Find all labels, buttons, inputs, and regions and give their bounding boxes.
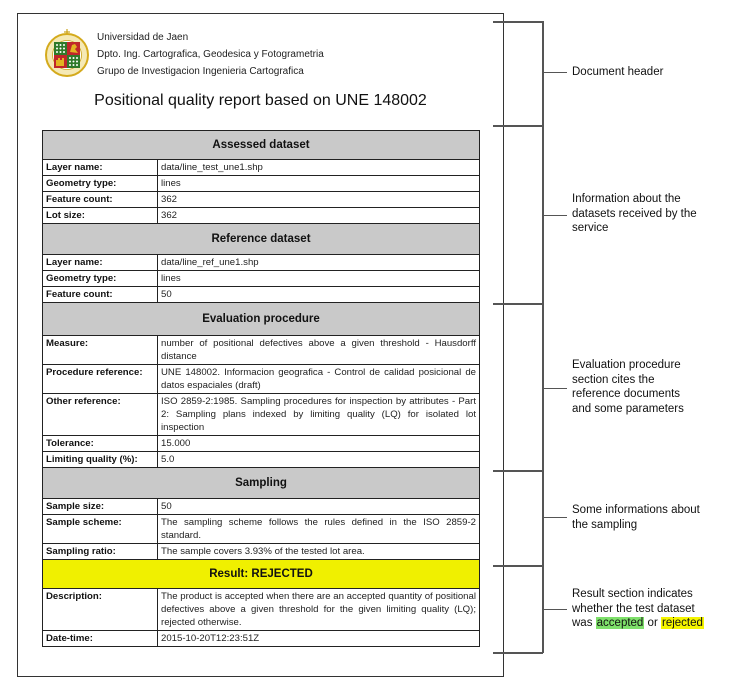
annotation-document-header: Document header bbox=[572, 66, 664, 78]
bracket-divider bbox=[493, 125, 543, 127]
table-row bbox=[43, 176, 480, 192]
row-label: Sample scheme: bbox=[43, 515, 158, 544]
row-value: 50 bbox=[158, 499, 480, 515]
row-value: 5.0 bbox=[158, 452, 480, 468]
row-label: Geometry type: bbox=[43, 176, 158, 192]
table-row bbox=[43, 160, 480, 176]
table-row bbox=[43, 336, 480, 365]
callout-tick bbox=[543, 215, 567, 216]
row-label: Measure: bbox=[43, 336, 158, 365]
row-value: number of positional defectives above a given threshold - Hausdorff distance bbox=[158, 336, 480, 365]
result-status: Result: REJECTED bbox=[43, 560, 480, 589]
row-value: 362 bbox=[158, 192, 480, 208]
annotation-result: Result section indicates whether the test dataset was accepted or rejected bbox=[572, 588, 703, 629]
row-label: Layer name: bbox=[43, 255, 158, 271]
row-value: The product is accepted when there are an accepted quantity of positional defectives above a given threshold for the given limiting quality (LQ); rejected otherwise. bbox=[158, 589, 480, 631]
table-row bbox=[43, 499, 480, 515]
section-header-evaluation-procedure: Evaluation procedure bbox=[43, 303, 480, 336]
section-header-result bbox=[43, 560, 480, 589]
table-row bbox=[43, 208, 480, 224]
table-row bbox=[43, 365, 480, 394]
row-value: The sampling scheme follows the rules defined in the ISO 2859-2 standard. bbox=[158, 515, 480, 544]
table-row bbox=[43, 192, 480, 208]
row-value: 15.000 bbox=[158, 436, 480, 452]
row-label: Geometry type: bbox=[43, 271, 158, 287]
annotation-evaluation: Evaluation procedure section cites the reference documents and some parameters bbox=[572, 359, 684, 415]
bracket-divider bbox=[493, 652, 543, 654]
bracket-divider bbox=[493, 565, 543, 567]
callout-tick bbox=[543, 388, 567, 389]
department-name: Dpto. Ing. Cartografica, Geodesica y Fotogrametria bbox=[97, 49, 324, 60]
university-seal-icon bbox=[44, 29, 90, 77]
table-row bbox=[43, 271, 480, 287]
row-label: Limiting quality (%): bbox=[43, 452, 158, 468]
row-value: 2015-10-20T12:23:51Z bbox=[158, 631, 480, 647]
row-label: Tolerance: bbox=[43, 436, 158, 452]
report-table bbox=[42, 130, 480, 647]
table-row bbox=[43, 452, 480, 468]
row-label: Feature count: bbox=[43, 192, 158, 208]
row-value: UNE 148002. Informacion geografica - Control de calidad posicional de datos espaciales (draft) bbox=[158, 365, 480, 394]
row-label: Layer name: bbox=[43, 160, 158, 176]
bracket-divider bbox=[493, 303, 543, 305]
table-row bbox=[43, 589, 480, 631]
bracket-divider bbox=[493, 21, 543, 23]
row-label: Sampling ratio: bbox=[43, 544, 158, 560]
row-value: The sample covers 3.93% of the tested lot area. bbox=[158, 544, 480, 560]
report-title: Positional quality report based on UNE 148002 bbox=[94, 92, 427, 109]
table-row bbox=[43, 255, 480, 271]
row-value: lines bbox=[158, 176, 480, 192]
accepted-highlight: accepted bbox=[596, 617, 644, 629]
table-row bbox=[43, 287, 480, 303]
bracket-divider bbox=[493, 470, 543, 472]
row-value: 50 bbox=[158, 287, 480, 303]
research-group-name: Grupo de Investigacion Ingenieria Cartografica bbox=[97, 66, 304, 77]
row-label: Sample size: bbox=[43, 499, 158, 515]
rejected-highlight: rejected bbox=[661, 617, 703, 629]
row-label: Lot size: bbox=[43, 208, 158, 224]
table-row bbox=[43, 631, 480, 647]
row-value: 362 bbox=[158, 208, 480, 224]
row-label: Description: bbox=[43, 589, 158, 631]
callout-tick bbox=[543, 517, 567, 518]
institution-block bbox=[97, 29, 324, 80]
row-value: data/line_ref_une1.shp bbox=[158, 255, 480, 271]
section-header-assessed-dataset: Assessed dataset bbox=[43, 131, 480, 160]
table-row bbox=[43, 436, 480, 452]
table-row bbox=[43, 394, 480, 436]
row-value: lines bbox=[158, 271, 480, 287]
row-label: Date-time: bbox=[43, 631, 158, 647]
callout-tick bbox=[543, 609, 567, 610]
section-header-reference-dataset: Reference dataset bbox=[43, 224, 480, 255]
row-value: data/line_test_une1.shp bbox=[158, 160, 480, 176]
bracket-vertical-line bbox=[542, 21, 544, 653]
section-header-sampling: Sampling bbox=[43, 468, 480, 499]
table-row bbox=[43, 515, 480, 544]
callout-tick bbox=[543, 72, 567, 73]
row-label: Procedure reference: bbox=[43, 365, 158, 394]
university-name: Universidad de Jaen bbox=[97, 32, 189, 43]
table-row bbox=[43, 544, 480, 560]
row-value: ISO 2859-2:1985. Sampling procedures for inspection by attributes - Part 2: Sampling plans indexed by limiting quality (LQ) for isolated lot inspection bbox=[158, 394, 480, 436]
row-label: Other reference: bbox=[43, 394, 158, 436]
annotation-sampling: Some informations about the sampling bbox=[572, 504, 700, 531]
annotation-datasets: Information about the datasets received by the service bbox=[572, 193, 697, 234]
row-label: Feature count: bbox=[43, 287, 158, 303]
